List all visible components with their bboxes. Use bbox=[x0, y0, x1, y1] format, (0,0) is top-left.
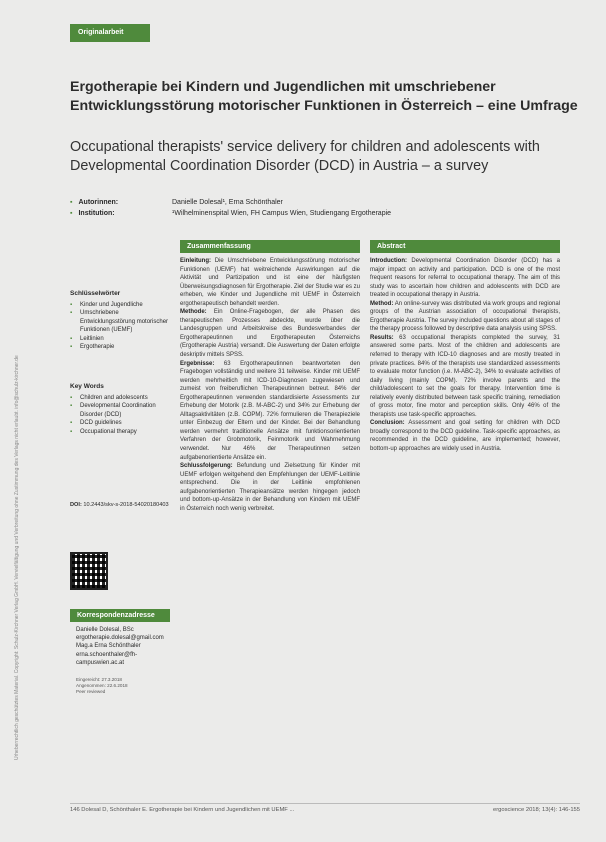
accepted-date: Angenommen: 22.6.2018 bbox=[76, 683, 128, 689]
zusammenfassung-heading: Zusammenfassung bbox=[180, 240, 360, 253]
keyword-item: ▪ DCD guidelines bbox=[70, 419, 170, 427]
footer-citation: 146 Dolesal D, Schönthaler E. Ergotherapie bei Kindern und Jugendlichen mit UEMF ... bbox=[70, 807, 295, 813]
keyword-item: ▪ Ergotherapie bbox=[70, 343, 170, 351]
copyright-notice: Urheberrechtlich geschütztes Material. Copyright: Schulz-Kirchner Verlag GmbH. Vervielfältigung und Verbreitung ohne Zustimmung des Verlags nicht erlaubt. info@schulz-kirchner.de bbox=[14, 355, 20, 760]
keywords-de-list bbox=[70, 301, 170, 351]
zusammenfassung-text bbox=[180, 257, 360, 513]
keywords-de bbox=[70, 290, 170, 351]
abstract-column bbox=[370, 240, 560, 454]
ab-paragraph: Results: 63 occupational therapists completed the survey, 31 answered some parts. Most of the children and adolescents are referred to therapy with ICD-10 diagnoses and are mostly treated in private practices. 84% of the therapists use standardized assessments to evaluate motor function (i.e. M-ABC-2), 34% to evaluate activities of daily living (mainly COPM). 72% involve parents and the child/adolescent to set the goals for therapy. Intervention time is relatively evenly distributed between task specific training, remediation of gross motor, fine motor and perception skills. Only 46% of the therapists use task-specific approaches. bbox=[370, 334, 560, 418]
title-german: Ergotherapie bei Kindern und Jugendlichen mit umschriebener Entwicklungsstörung motorischer Funktionen in Österreich – eine Umfrage bbox=[70, 79, 578, 114]
zf-paragraph: Einleitung: Die Umschriebene Entwicklungsstörung motorischer Funktionen (UEMF) hat weitreichende Auswirkungen auf die Aktivität und Partizipation und ist eine der häufigsten Überweisungsdiagnosen für Ergotherapie. Ziel der Studie war es zu erheben, wie Kinder und Jugendliche mit UEMF in Österreich ergotherapeutisch behandelt werden. bbox=[180, 258, 360, 307]
abstract-heading: Abstract bbox=[370, 240, 560, 253]
keyword-item: ▪ Kinder und Jugendliche bbox=[70, 301, 170, 309]
author-meta bbox=[70, 197, 391, 219]
doi-value: 10.2443/skv-s-2018-54020180403 bbox=[83, 502, 169, 508]
section-badge: Originalarbeit bbox=[70, 24, 150, 42]
doi-label: DOI: bbox=[70, 502, 82, 508]
footer-journal: ergoscience 2018; 13(4): 146-155 bbox=[492, 807, 580, 813]
institution-label: ▪ Institution: bbox=[70, 208, 172, 219]
keyword-item: ▪ Occupational therapy bbox=[70, 428, 170, 436]
keyword-item: ▪ Developmental Coordination Disorder (DCD) bbox=[70, 402, 170, 419]
correspondence-email[interactable]: erna.schoenthaler@fh-campuswien.ac.at bbox=[76, 651, 138, 666]
correspondence-email[interactable]: ergotherapie.dolesal@gmail.com bbox=[76, 635, 164, 642]
ab-paragraph: Introduction: Developmental Coordination Disorder (DCD) has a major impact on activity and participation. DCD is one of the most frequent reasons for referral to occupational therapy. The aim of this study was to ascertain how children and adolescents with DCD are treated in occupational therapy in Austria. bbox=[370, 258, 560, 299]
keywords-en bbox=[70, 383, 170, 436]
authors-label: ▪ Autorinnen: bbox=[70, 197, 172, 208]
doi-block bbox=[70, 502, 170, 510]
correspondence-title: Korrespondenzadresse bbox=[70, 609, 170, 622]
qr-code-icon bbox=[70, 552, 108, 590]
keyword-item: ▪ Umschriebene Entwicklungsstörung motorischer Funktionen (UEMF) bbox=[70, 309, 170, 334]
ab-paragraph: Method: An online-survey was distributed via work groups and regional groups of the Austrian association of occupational therapists, Ergotherapie Austria. The survey included questions about all stages of the therapy process followed by descriptive data analysis using SPSS. bbox=[370, 300, 560, 333]
authors-row bbox=[70, 197, 391, 208]
correspondence-address bbox=[70, 622, 170, 667]
page-footer bbox=[70, 803, 580, 813]
zusammenfassung-column bbox=[180, 240, 360, 513]
institution-value: ¹Wilhelminenspital Wien, FH Campus Wien, Studiengang Ergotherapie bbox=[172, 210, 392, 217]
keyword-item: ▪ Children and adolescents bbox=[70, 394, 170, 402]
title-english: Occupational therapists' service delivery for children and adolescents with Developmental Coordination Disorder (DCD) in Austria – a survey bbox=[70, 139, 540, 174]
correspondence-block bbox=[70, 609, 170, 695]
zf-paragraph: Ergebnisse: 63 Ergotherapeutinnen beantworteten den Fragebogen vollständig und weitere 31 teilweise. Kinder mit UEMF werden mehrheitlich mit ICD-10-Diagnosen zugewiesen und zumeist von freiberuflichen Therapeutinnen betreut. 84% der Ergotherapeutinnen verwenden standardisierte Assessments zur Erhebung der Motorik (z.B. M-ABC-2) und 34% zur Erhebung der Alltagsaktivitäten (z.B. COPM). 72% formulieren die Therapieziele unter Einbezug der Eltern und der Kinder. Bei der Behandlung werden vermehrt traditionelle Ansätze mit funktionsorientierten Verfahren der Grobmotorik, Feinmotorik und Wahrnehmung verwendet. Nur 46% der Therapeutinnen setzen aufgabenorientierte Ansätze ein. bbox=[180, 360, 360, 461]
peer-review-note: Peer reviewed bbox=[76, 689, 106, 695]
copyright-side-text bbox=[6, 40, 20, 760]
keywords-en-list bbox=[70, 394, 170, 436]
institution-row bbox=[70, 208, 391, 219]
abstract-text bbox=[370, 257, 560, 454]
keywords-de-title: Schlüsselwörter bbox=[70, 290, 121, 297]
zf-paragraph: Schlussfolgerung: Befundung und Zielsetzung für Kinder mit UEMF erfolgen weitgehend den Empfehlungen der UEMF-Leitlinie entsprechend. Die in der Leitlinie empfohlenen aufgabenorientierten Therapieansätze werden hingegen jedoch und bottom-up-Ansätze in der Behandlung von Kindern mit UEMF in Österreich noch wenig verbreitet. bbox=[180, 463, 360, 512]
authors-value: Danielle Dolesal¹, Erna Schönthaler bbox=[172, 199, 283, 206]
submission-info bbox=[70, 667, 170, 695]
zf-paragraph: Methode: Ein Online-Fragebogen, der alle Phasen des therapeutischen Prozesses abdeckte, wurde über die Landesgruppen und Arbeitskreise des Bundesverbandes der Ergotherapeutinnen und Ergotherapeuten Österreichs (Ergotherapie Austria) versandt. Die Auswertung der Daten erfolgte deskriptiv mittels SPSS. bbox=[180, 309, 360, 359]
correspondence-line: Mag.a Erna Schönthaler bbox=[76, 643, 141, 650]
keywords-en-title: Key Words bbox=[70, 383, 104, 390]
keyword-item: ▪ Leitlinien bbox=[70, 335, 170, 343]
ab-paragraph: Conclusion: Assessment and goal setting for children with DCD broadly correspond to the DCD guideline. Task-specific approaches, as recommended in the DCD guideline, are implemented; however, bottom-up approaches are widely used in Austria. bbox=[370, 420, 560, 453]
correspondence-line: Danielle Dolesal, BSc bbox=[76, 627, 134, 633]
received-date: Eingereicht: 27.3.2018 bbox=[76, 677, 122, 683]
